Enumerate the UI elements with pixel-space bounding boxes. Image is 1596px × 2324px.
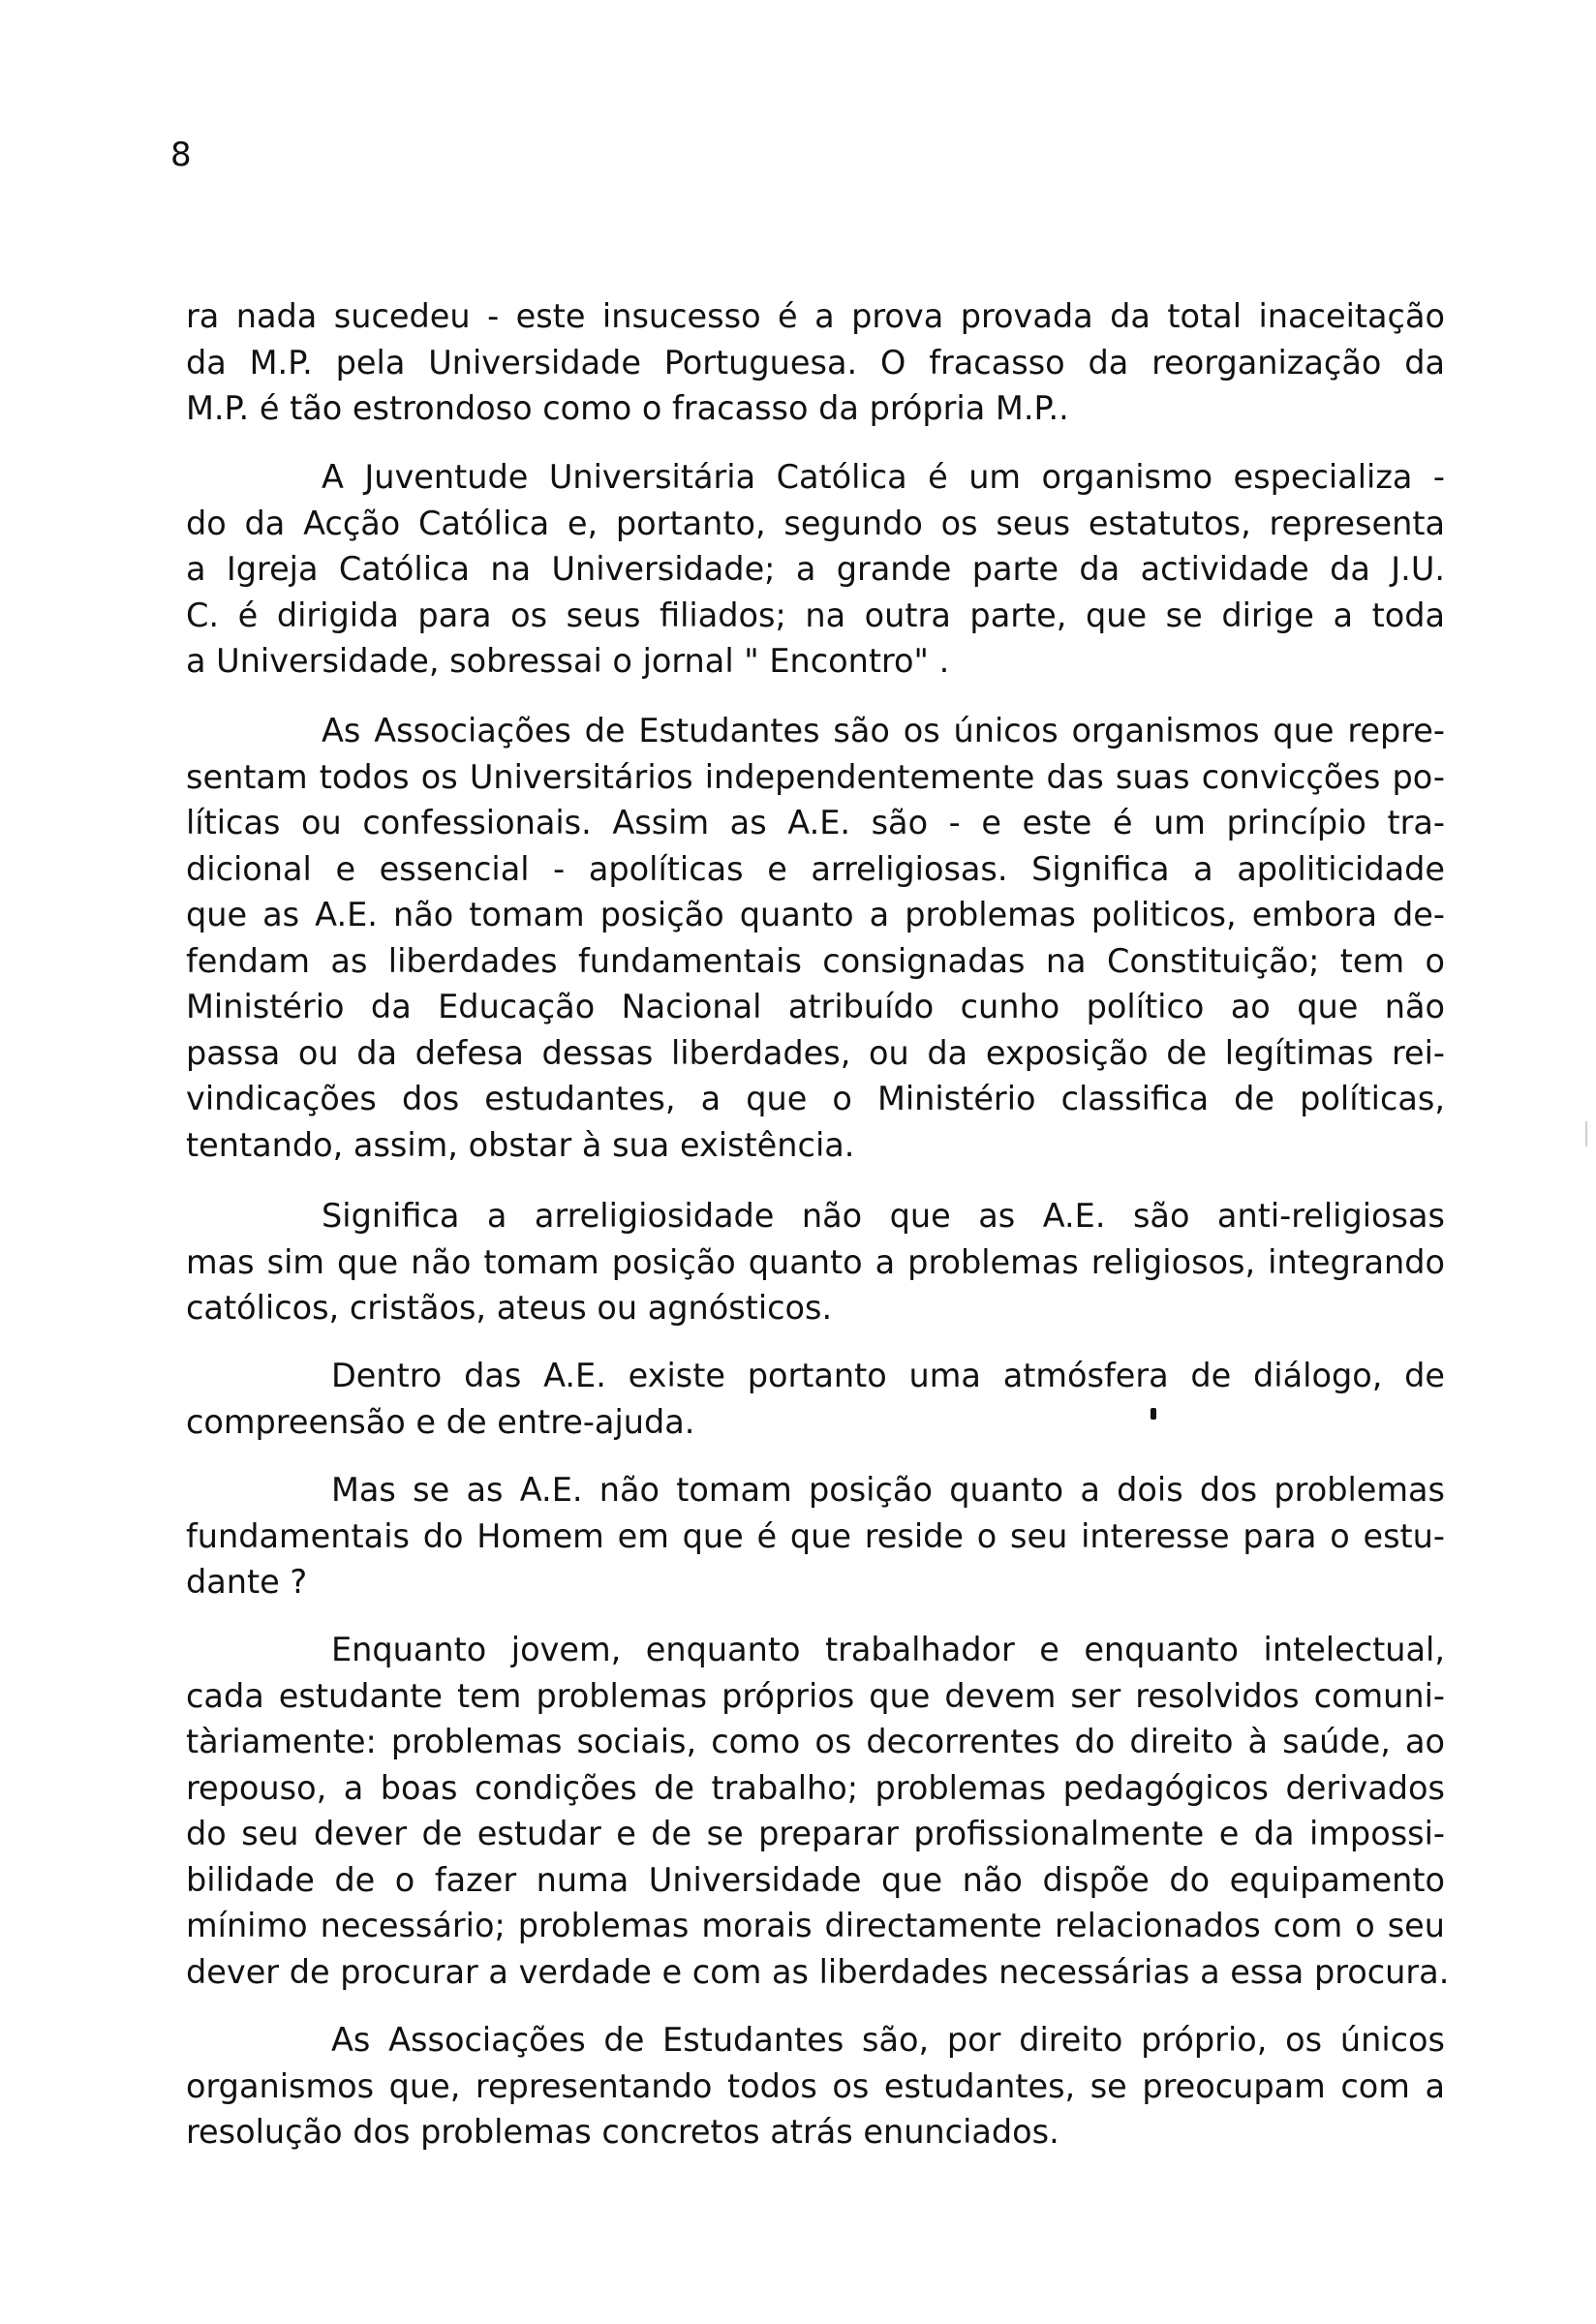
text-line: M.P. é tão estrondoso como o fracasso da própria M.P.. bbox=[186, 389, 1069, 427]
text-line: que as A.E. não tomam posição quanto a problemas politicos, embora de- bbox=[186, 896, 1445, 933]
text-line: A Juventude Universitária Católica é um organismo especializa - bbox=[322, 458, 1445, 496]
paragraph-problemas bbox=[186, 1627, 1450, 1995]
text-line: Ministério da Educação Nacional atribuído cunho político ao que não bbox=[186, 988, 1445, 1025]
text-line: fendam as liberdades fundamentais consignadas na Constituição; tem o bbox=[186, 941, 1445, 980]
text-line: fundamentais do Homem em que é que reside o seu interesse para o estu- bbox=[186, 1516, 1445, 1555]
ink-speck bbox=[1151, 1408, 1156, 1420]
text-line: As Associações de Estudantes são, por direito próprio, os únicos bbox=[331, 2021, 1445, 2059]
text-line: Enquanto jovem, enquanto trabalhador e enquanto intelectual, bbox=[331, 1631, 1445, 1668]
paragraph-question bbox=[186, 1467, 1445, 1605]
text-line: líticas ou confessionais. Assim as A.E. são - e este é um princípio tra- bbox=[186, 804, 1445, 841]
text-line: mas sim que não tomam posição quanto a problemas religiosos, integrando bbox=[186, 1242, 1445, 1281]
text-line: passa ou da defesa dessas liberdades, ou da exposição de legítimas rei- bbox=[186, 1033, 1445, 1072]
margin-mark bbox=[1585, 1121, 1587, 1147]
text-line: ra nada sucedeu - este insucesso é a prova provada da total inaceitação bbox=[186, 297, 1445, 335]
text-line: As Associações de Estudantes são os únicos organismos que repre- bbox=[322, 712, 1445, 749]
paragraph-dialogo bbox=[186, 1353, 1445, 1445]
text-line: Mas se as A.E. não tomam posição quanto a dois dos problemas bbox=[331, 1471, 1445, 1509]
text-line: da M.P. pela Universidade Portuguesa. O fracasso da reorganização da bbox=[186, 343, 1445, 382]
page-number: 8 bbox=[170, 136, 192, 174]
paragraph-continuation bbox=[186, 293, 1445, 432]
text-line: tentando, assim, obstar à sua existência. bbox=[186, 1125, 855, 1164]
text-line: dicional e essencial - apolíticas e arreligiosas. Significa a apoliticidade bbox=[186, 849, 1445, 888]
paragraph-juc bbox=[186, 454, 1445, 685]
text-line: sentam todos os Universitários independentemente das suas convicções po- bbox=[186, 757, 1445, 796]
text-line: a Igreja Católica na Universidade; a grande parte da actividade da J.U. bbox=[186, 550, 1445, 588]
text-line: a Universidade, sobressai o jornal " Encontro" . bbox=[186, 642, 950, 680]
text-line: dante ? bbox=[186, 1563, 308, 1601]
text-line: Dentro das A.E. existe portanto uma atmósfera de diálogo, de bbox=[331, 1357, 1445, 1394]
text-line: Significa a arreligiosidade não que as A.E. são anti-religiosas bbox=[322, 1197, 1445, 1235]
text-line: C. é dirigida para os seus filiados; na outra parte, que se dirige a toda bbox=[186, 596, 1445, 634]
text-line: dever de procurar a verdade e com as liberdades necessárias a essa procura. bbox=[186, 1952, 1450, 1991]
text-line: católicos, cristãos, ateus ou agnósticos. bbox=[186, 1289, 833, 1327]
text-line: organismos que, representando todos os estudantes, se preocupam com a bbox=[186, 2066, 1445, 2105]
text-line: repouso, a boas condições de trabalho; problemas pedagógicos derivados bbox=[186, 1768, 1445, 1807]
paragraph-arreligiosidade bbox=[186, 1193, 1445, 1331]
text-line: do da Acção Católica e, portanto, segundo os seus estatutos, representa bbox=[186, 504, 1445, 542]
text-line: compreensão e de entre-ajuda. bbox=[186, 1402, 695, 1441]
text-line: resolução dos problemas concretos atrás enunciados. bbox=[186, 2113, 1059, 2151]
text-line: vindicações dos estudantes, a que o Ministério classifica de políticas, bbox=[186, 1080, 1445, 1117]
text-line: do seu dever de estudar e de se preparar profissionalmente e da impossi- bbox=[186, 1815, 1445, 1852]
paragraph-conclusion bbox=[186, 2017, 1445, 2156]
paragraph-associacoes bbox=[186, 708, 1445, 1168]
text-line: bilidade de o fazer numa Universidade que não dispõe do equipamento bbox=[186, 1860, 1445, 1899]
text-line: mínimo necessário; problemas morais directamente relacionados com o seu bbox=[186, 1907, 1445, 1944]
text-line: cada estudante tem problemas próprios que devem ser resolvidos comuni- bbox=[186, 1676, 1445, 1715]
text-line: tàriamente: problemas sociais, como os decorrentes do direito à saúde, ao bbox=[186, 1723, 1445, 1760]
